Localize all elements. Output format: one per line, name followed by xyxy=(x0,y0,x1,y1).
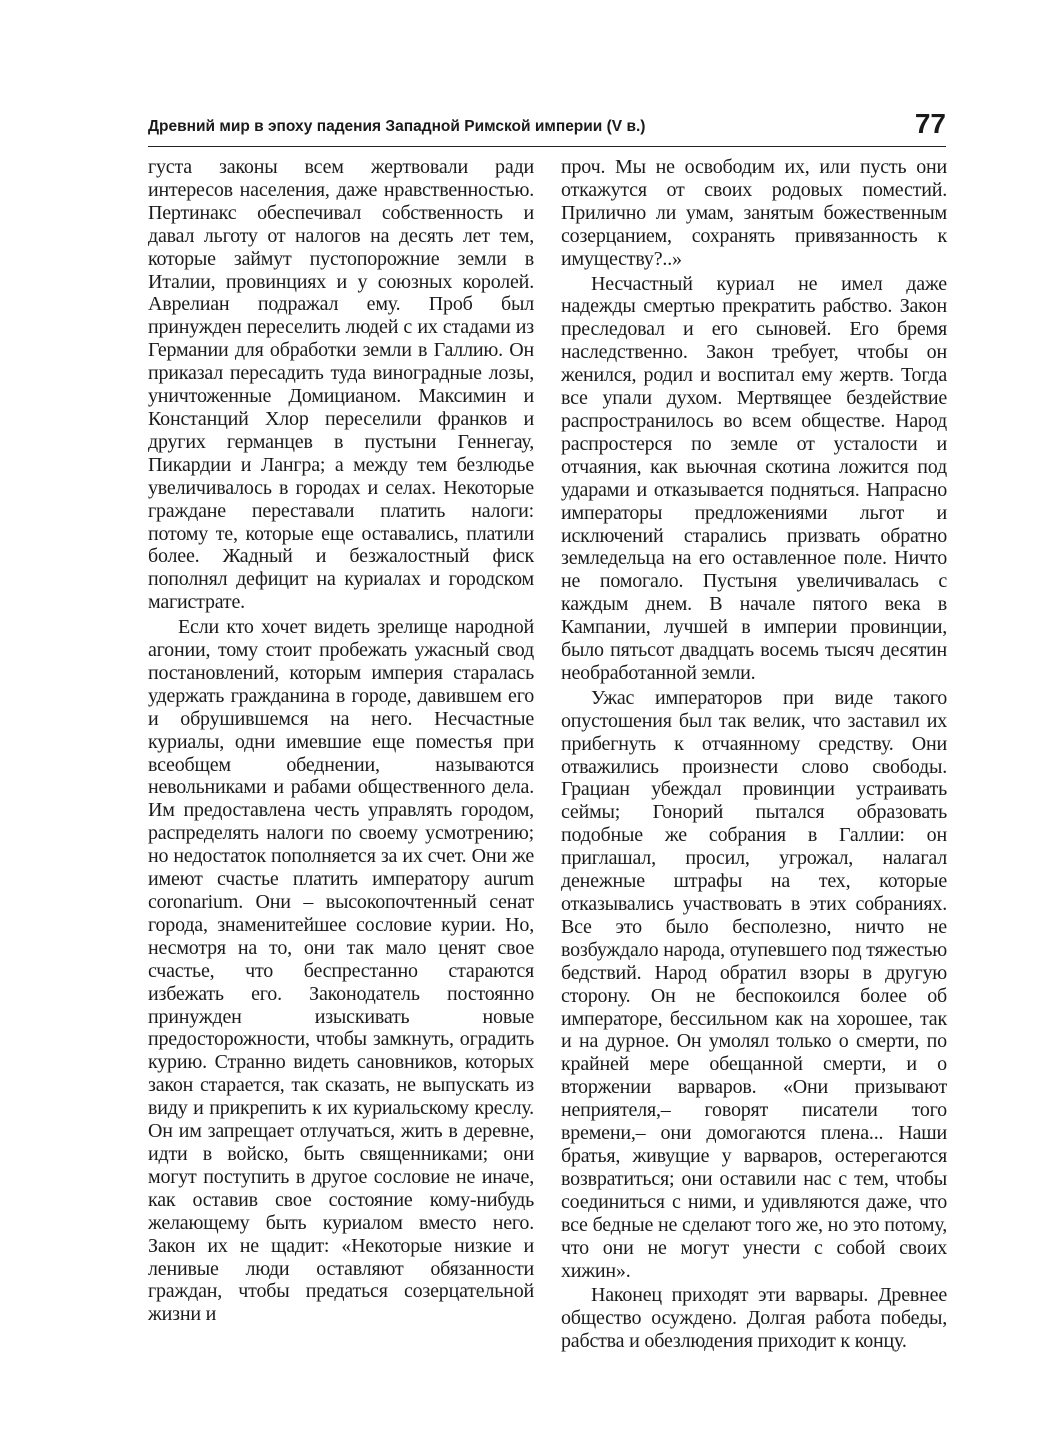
running-title: Древний мир в эпоху падения Западной Римской империи (V в.) xyxy=(148,118,646,135)
running-header xyxy=(148,108,946,147)
paragraph: Несчастный куриал не имел даже надежды смертью прекратить рабство. Закон преследовал и его сыновей. Его бремя наследственно. Закон требует, чтобы он женился, родил и воспитал ему жертв. Тогда все упали духом. Мертвящее бездействие распространилось во всем обществе. Народ распростерся по земле от усталости и отчаяния, как вьючная скотина ложится под ударами и отказывается подняться. Напрасно императоры предложениями льгот и исключений старались призвать обратно земледельца на его оставленное поле. Ничто не помогало. Пустыня увеличивалась с каждым днем. В начале пятого века в Кампании, лучшей в империи провинции, было пятьсот двадцать восемь тысяч десятин необработанной земли. xyxy=(561,272,947,684)
right-column xyxy=(561,156,947,1353)
paragraph: Если кто хочет видеть зрелище народной агонии, тому стоит пробежать ужасный свод постановлений, которым империя старалась удержать гражданина в городе, давившем его и обрушившемся на него. Несчастные куриалы, одни имевшие еще поместья при всеобщем обеднении, называются невольниками и рабами общественного дела. Им предоставлена честь управлять городом, распределять налоги по своему усмотрению; но недостаток пополняется за их счет. Они же имеют счастье платить императору aurum coronarium. Они – высокопочтенный сенат города, знаменитейшее сословие курии. Но, несмотря на то, они так мало ценят свое счастье, что беспрестанно стараются избежать его. Законодатель постоянно принужден изыскивать новые предосторожности, чтобы замкнуть, оградить курию. Странно видеть сановников, которых закон старается, так сказать, не выпускать из виду и прикрепить к их куриальскому креслу. Он им запрещает отлучаться, жить в деревне, идти в войско, быть священниками; они могут поступить в другое сословие не иначе, как оставив свое состояние кому-нибудь желающему быть куриалом вместо него. Закон их не щадит: «Некоторые низкие и ленивые люди оставляют обязанности граждан, чтобы предаться созерцательной жизни и xyxy=(148,616,534,1326)
left-column xyxy=(148,156,534,1326)
paragraph: проч. Мы не освободим их, или пусть они откажутся от своих родовых поместий. Прилично ли умам, занятым божественным созерцанием, сохранять привязанность к имуществу?..» xyxy=(561,156,947,270)
paragraph: Наконец приходят эти варвары. Древнее общество осуждено. Долгая работа победы, рабства и обезлюдения приходит к концу. xyxy=(561,1284,947,1353)
paragraph: густа законы всем жертвовали ради интересов населения, даже нравственностью. Пертинакс обеспечивал собственность и давал льготу от налогов на десять лет тем, которые займут пустопорожние земли в Италии, провинциях и у союзных королей. Аврелиан подражал ему. Проб был принужден переселить людей с их стадами из Германии для обработки земли в Галлию. Он приказал пересадить туда виноградные лозы, уничтоженные Домицианом. Максимин и Констанций Хлор переселили франков и других германцев в пустыни Геннегау, Пикардии и Лангра; а между тем безлюдье увеличивалось в городах и селах. Некоторые граждане переставали платить налоги: потому те, которые еще оставались, платили более. Жадный и безжалостный фиск пополнял дефицит на куриалах и городском магистрате. xyxy=(148,156,534,614)
paragraph: Ужас императоров при виде такого опустошения был так велик, что заставил их прибегнуть к отчаянному средству. Они отважились произнести слово свободы. Грациан убеждал провинции устраивать сеймы; Гонорий пытался образовать подобные же собрания в Галлии: он приглашал, просил, угрожал, налагал денежные штрафы на тех, которые отказывались участвовать в этих собраниях. Все это было бесполезно, ничто не возбуждало народа, отупевшего под тяжестью бедствий. Народ обратил взоры в другую сторону. Он не беспокоился более об императоре, бессильном как на хорошее, так и на дурное. Он умолял только о смерти, по крайней мере обещанной смерти, и о вторжении варваров. «Они призывают неприятеля,– говорят писатели того времени,– они домогаются плена... Наши братья, живущие у варваров, остерегаются возвратиться; они оставили нас с тем, чтобы соединиться с ними, и удивляются даже, что все бедные не сделают того же, но это потому, что они не могут унести с собой своих хижин». xyxy=(561,686,947,1282)
page-number: 77 xyxy=(914,108,946,139)
